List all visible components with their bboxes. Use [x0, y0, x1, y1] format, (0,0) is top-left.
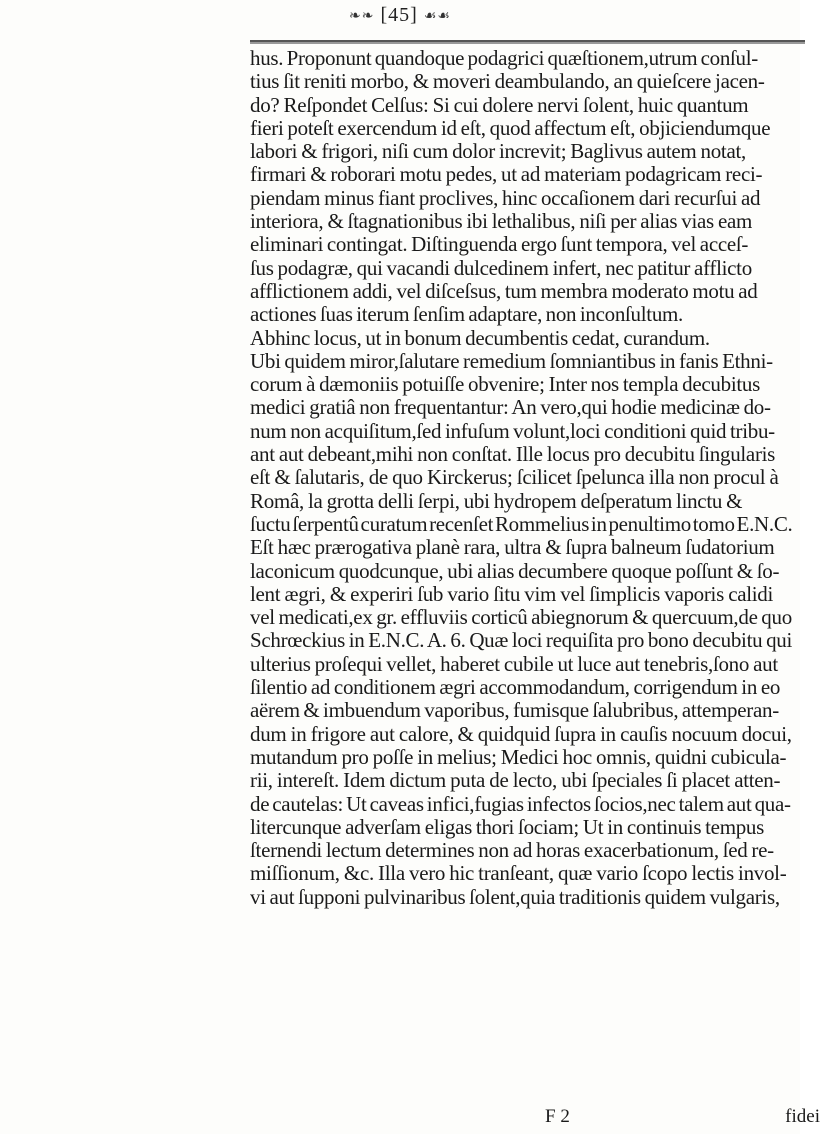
text-line: litercunque adverſam eligas thori ſociam; Ut in continuis tempus [250, 814, 765, 839]
text-line: eſt & ſalutaris, de quo Kirckerus; ſcilicet ſpelunca illa non procul à [250, 465, 779, 490]
ornament-left-icon: ❧❧ [349, 8, 375, 24]
header-rule [250, 40, 805, 44]
text-line: actiones ſuas iterum ſenſim adaptare, non inconſultum. [250, 302, 684, 327]
text-line: ulterius proſequi vellet, haberet cubile ut luce aut tenebris,ſono aut [250, 651, 778, 676]
text-line: firmari & roborari motu pedes, ut ad materiam podagricam reci- [250, 162, 763, 187]
text-line: fieri poteſt exercendum id eſt, quod affectum eſt, objiciendumque [250, 115, 771, 140]
text-line: eliminari contingat. Diſtinguenda ergo ſunt tempora, vel acceſ- [250, 232, 749, 257]
page-number: [45] [380, 4, 418, 26]
text-line: rii, intereſt. Idem dictum puta de lecto, ubi ſpeciales ſi placet atten- [250, 768, 781, 793]
signature-mark: F 2 [545, 1106, 570, 1127]
text-line: Româ, la grotta delli ſerpi, ubi hydropem deſperatum linctu & [250, 488, 743, 513]
ornament-right-icon: ☙☙ [423, 8, 451, 24]
text-line: ſilentio ad conditionem ægri accommodandum, corrigendum in eo [250, 675, 781, 700]
text-line: dum in frigore aut calore, & quidquid ſupra in cauſis nocuum docui, [250, 721, 792, 746]
text-line: miſſionum, &c. Illa vero hic tranſeant, quæ vario ſcopo lectis invol- [250, 861, 787, 886]
text-line: ant aut debeant,mihi non conſtat. Ille locus pro decubitu ſingularis [250, 442, 776, 467]
text-line: do? Reſpondet Celſus: Si cui dolere nervi ſolent, huic quantum [250, 92, 749, 117]
text-line: hus. Proponunt quandoque podagrici quæſtionem,utrum conſul- [250, 46, 758, 70]
text-line: vel medicati,ex gr. effluviis corticû abiegnorum & quercuum,de quo [250, 605, 792, 630]
text-line: aërem & imbuendum vaporibus, fumisque ſalubribus, attemperan- [250, 698, 779, 723]
text-line: Abhinc locus, ut in bonum decumbentis cedat, curandum. [250, 325, 710, 350]
catchword: fidei [785, 1106, 820, 1127]
body-text [250, 47, 820, 909]
text-line: num non acquiſitum,ſed infuſum volunt,loci conditioni quid tribu- [250, 418, 775, 443]
text-line: laconicum quodcunque, ubi alias decumbere quoque poſſunt & ſo- [250, 558, 780, 583]
text-line: tius ſit reniti morbo, & moveri deambulando, an quieſcere jacen- [250, 69, 765, 94]
text-line: de cautelas: Ut caveas infici,fugias infectos ſocios,nec talem aut qua- [250, 791, 791, 816]
text-line: corum à dæmoniis potuiſſe obvenire; Inter nos templa decubitus [250, 372, 760, 397]
text-line: labori & frigori, niſi cum dolor increvit; Baglivus autem notat, [250, 139, 746, 164]
text-line: Schrœckius in E.N.C. A. 6. Quæ loci requiſita pro bono decubitu qui [250, 628, 793, 653]
text-line: vi aut ſupponi pulvinaribus ſolent,quia traditionis quidem vulgaris, [250, 884, 780, 909]
text-line: mutandum pro poſſe in melius; Medici hoc omnis, quidni cubicula- [250, 744, 787, 769]
text-line: Eſt hæc prærogativa planè rara, ultra & ſupra balneum ſudatorium [250, 535, 775, 560]
text-line: ſternendi lectum determines non ad horas exacerbationum, ſed re- [250, 838, 774, 863]
text-line: lent ægri, & experiri ſub vario ſitu vim vel ſimplicis vaporis calidi [250, 581, 774, 606]
page-footer [250, 1106, 820, 1130]
text-line: Ubi quidem miror,ſalutare remedium ſomniantibus in fanis Ethni- [250, 348, 773, 373]
text-line: ſus podagræ, qui vacandi dulcedinem infert, nec patitur afflicto [250, 255, 752, 280]
text-line: interiora, & ſtagnationibus ibi lethalibus, niſi per alias vias eam [250, 209, 753, 234]
running-header [300, 4, 500, 34]
text-line: medici gratiâ non frequentantur: An vero,qui hodie medicinæ do- [250, 395, 771, 420]
text-line: piendam minus fiant proclives, hinc occaſionem dari recurſui ad [250, 185, 761, 210]
text-line: afflictionem addi, vel diſceſsus, tum membra moderato motu ad [250, 278, 758, 303]
text-line: ſuctu ſerpentû curatum recenſet Rommelius in penultimo tomo E.N.C. [250, 511, 793, 536]
